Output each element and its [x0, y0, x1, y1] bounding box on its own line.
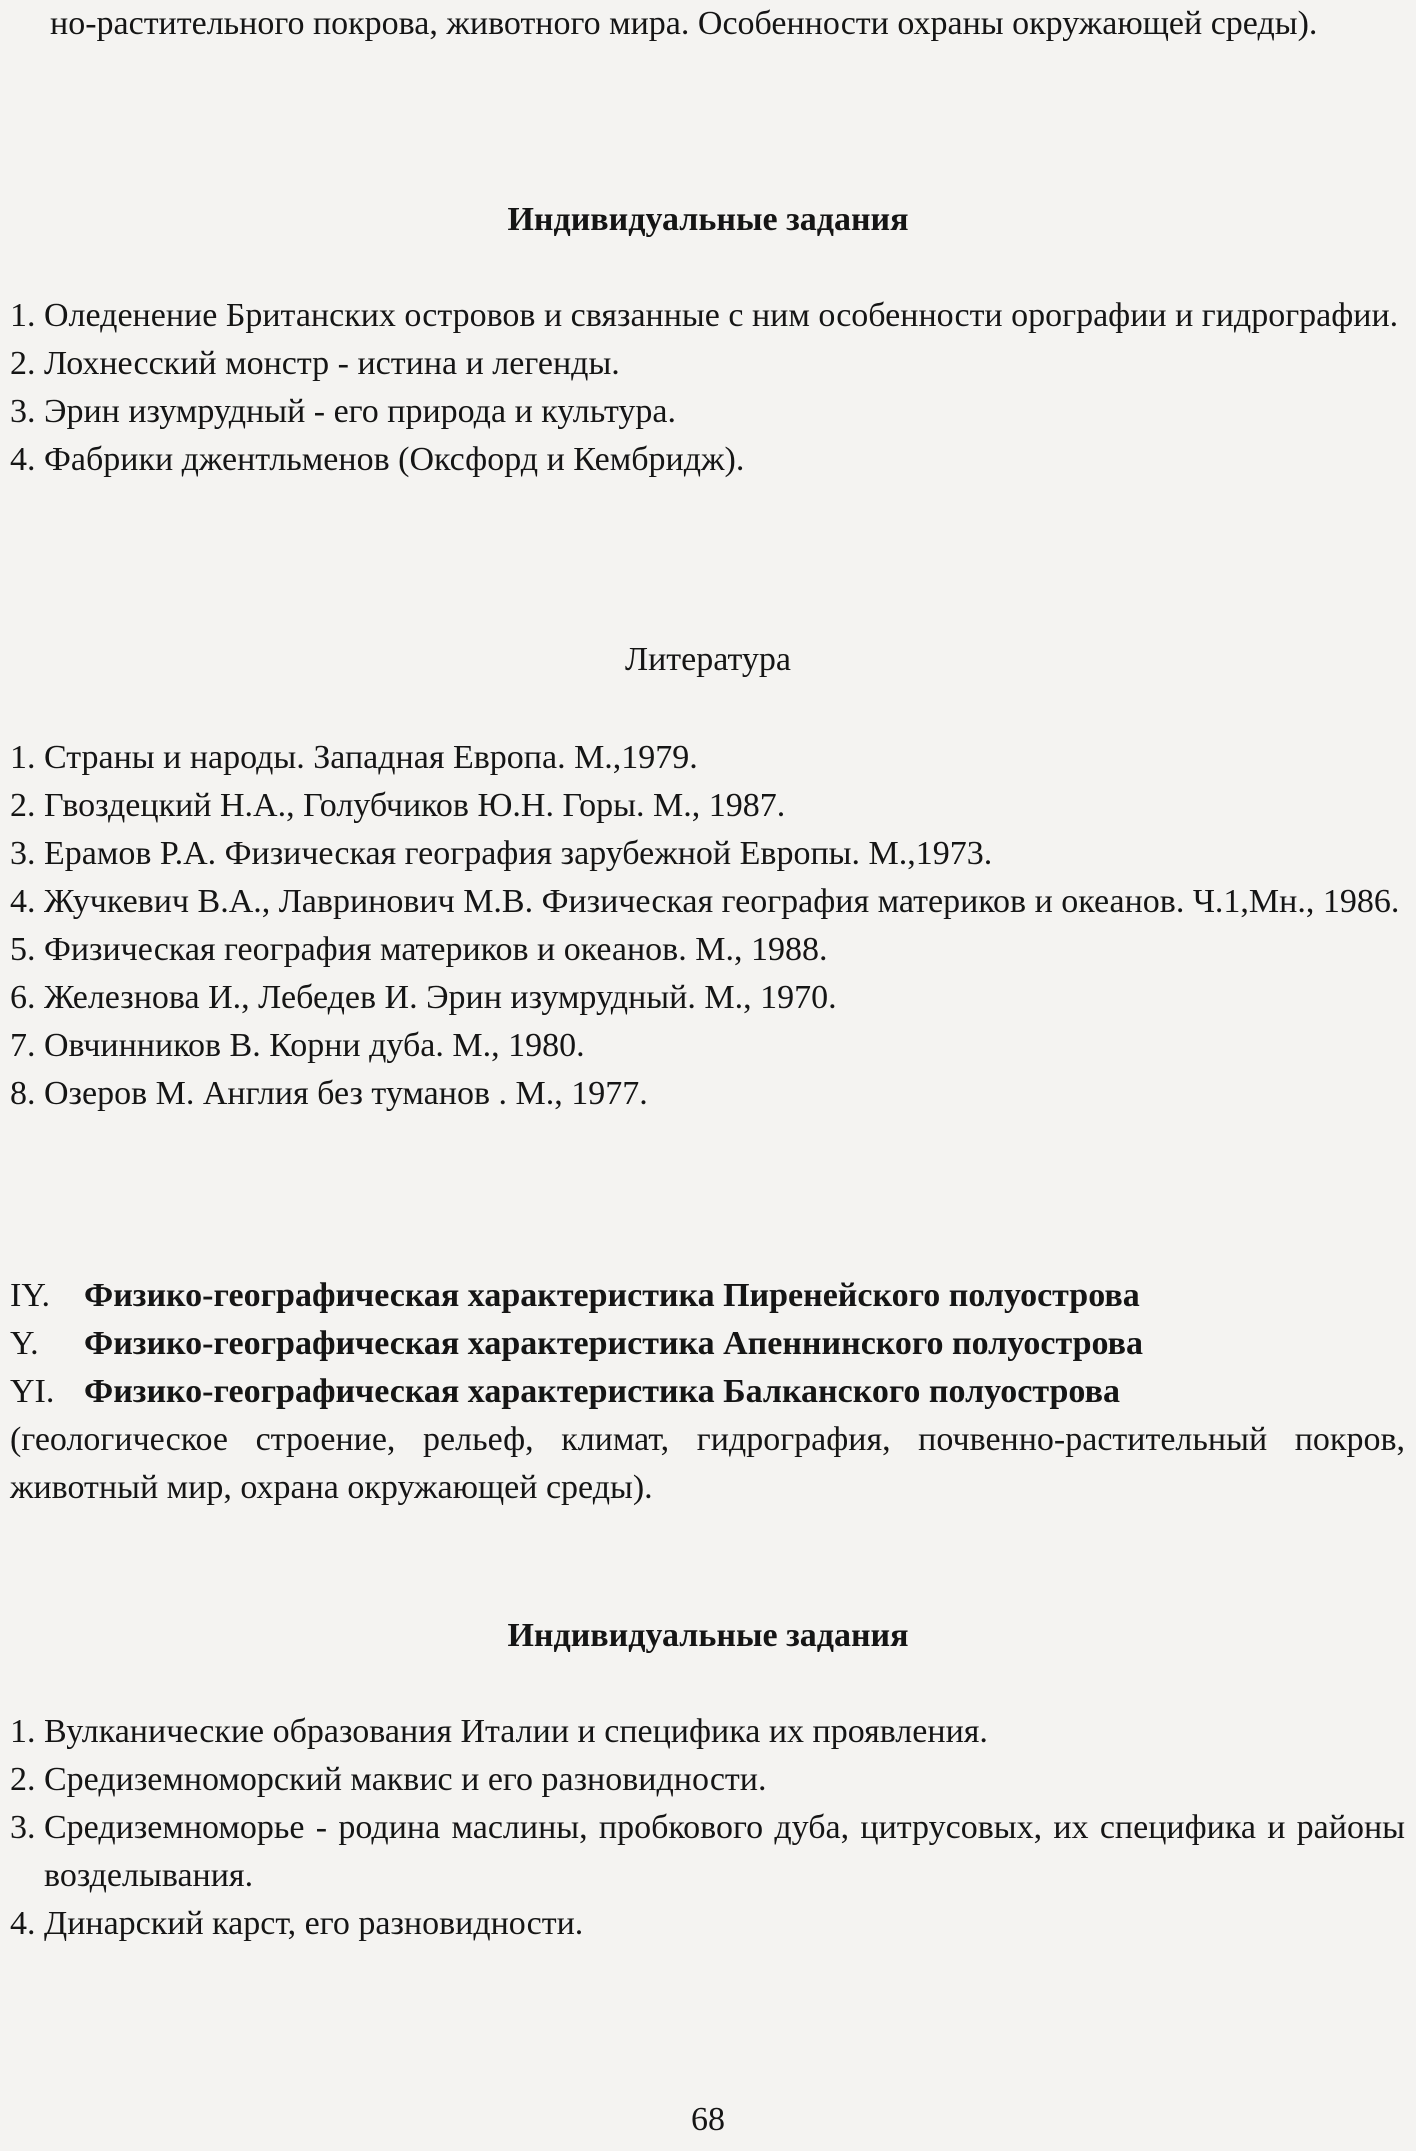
list-item: [10, 1070, 1405, 1118]
section-titles-block: [10, 1272, 1405, 1512]
item-text: Динарский карст, его разновидности.: [44, 1905, 584, 1942]
list-item: [10, 926, 1405, 974]
item-number: 3.: [10, 393, 36, 430]
item-number: 6.: [10, 979, 36, 1016]
item-text: Жучкевич В.А., Лавринович М.В. Физическая география материков и океанов. Ч.1,Мн., 1986.: [44, 883, 1400, 920]
item-text: Фабрики джентльменов (Оксфорд и Кембридж).: [44, 441, 745, 478]
item-text: Овчинников В. Корни дуба. М., 1980.: [44, 1027, 585, 1064]
section-description: (геологическое строение, рельеф, климат, гидрография, почвенно-растительный покров, животный мир, охрана окружающей среды).: [10, 1421, 1405, 1506]
item-number: 1.: [10, 1713, 36, 1750]
item-number: 4.: [10, 883, 36, 920]
section-title: Физико-географическая характеристика Балканского полуострова: [84, 1373, 1120, 1410]
individual-tasks-list-1: [10, 292, 1405, 484]
list-item: [10, 388, 1405, 436]
roman-numeral: IY.: [10, 1277, 50, 1314]
item-number: 7.: [10, 1027, 36, 1064]
section-title: Физико-географическая характеристика Апеннинского полуострова: [84, 1325, 1144, 1362]
list-item: [10, 1756, 1405, 1804]
roman-numeral: YI.: [10, 1373, 55, 1410]
item-text: Эрин изумрудный - его природа и культура.: [44, 393, 676, 430]
list-item: [10, 1804, 1405, 1900]
list-item: [10, 878, 1405, 926]
item-text: Лохнесский монстр - истина и легенды.: [44, 345, 620, 382]
item-number: 3.: [10, 835, 36, 872]
list-item: [10, 734, 1405, 782]
item-text: Оледенение Британских островов и связанные с ним особенности орографии и гидрографии.: [44, 297, 1399, 334]
item-text: Железнова И., Лебедев И. Эрин изумрудный. М., 1970.: [44, 979, 837, 1016]
item-number: 2.: [10, 345, 36, 382]
section-title-line: [10, 1272, 1405, 1320]
list-item: [10, 436, 1405, 484]
item-text: Гвоздецкий Н.А., Голубчиков Ю.Н. Горы. М., 1987.: [44, 787, 786, 824]
item-text: Физическая география материков и океанов. М., 1988.: [44, 931, 828, 968]
list-item: [10, 1900, 1405, 1948]
item-text: Средиземноморье - родина маслины, пробкового дуба, цитрусовых, их специфика и районы возделывания.: [44, 1809, 1405, 1894]
item-number: 2.: [10, 787, 36, 824]
item-number: 1.: [10, 297, 36, 334]
item-number: 3.: [10, 1809, 36, 1846]
list-item: [10, 1022, 1405, 1070]
list-item: [10, 974, 1405, 1022]
section-title: Физико-географическая характеристика Пиренейского полуострова: [84, 1277, 1140, 1314]
item-number: 4.: [10, 1905, 36, 1942]
list-item: [10, 782, 1405, 830]
section-title-line: [10, 1368, 1405, 1416]
item-text: Страны и народы. Западная Европа. М.,1979.: [44, 739, 698, 776]
page-number: 68: [691, 2101, 725, 2138]
literature-list: [10, 734, 1405, 1118]
list-item: [10, 340, 1405, 388]
literature-heading: Литература: [625, 641, 791, 678]
list-item: [10, 1708, 1405, 1756]
item-number: 5.: [10, 931, 36, 968]
individual-tasks-list-2: [10, 1708, 1405, 1948]
roman-numeral: Y.: [10, 1325, 39, 1362]
list-item: [10, 292, 1405, 340]
intro-paragraph: но-растительного покрова, животного мира. Особенности охраны окружающей среды).: [50, 5, 1318, 42]
item-number: 4.: [10, 441, 36, 478]
item-text: Вулканические образования Италии и специфика их проявления.: [44, 1713, 988, 1750]
item-number: 2.: [10, 1761, 36, 1798]
item-number: 1.: [10, 739, 36, 776]
item-text: Озеров М. Англия без туманов . М., 1977.: [44, 1075, 648, 1112]
item-text: Средиземноморский маквис и его разновидности.: [44, 1761, 767, 1798]
individual-tasks-heading-2: Индивидуальные задания: [507, 1617, 909, 1654]
section-title-line: [10, 1320, 1405, 1368]
item-number: 8.: [10, 1075, 36, 1112]
individual-tasks-heading-1: Индивидуальные задания: [507, 201, 909, 238]
list-item: [10, 830, 1405, 878]
item-text: Ерамов Р.А. Физическая география зарубежной Европы. М.,1973.: [44, 835, 993, 872]
